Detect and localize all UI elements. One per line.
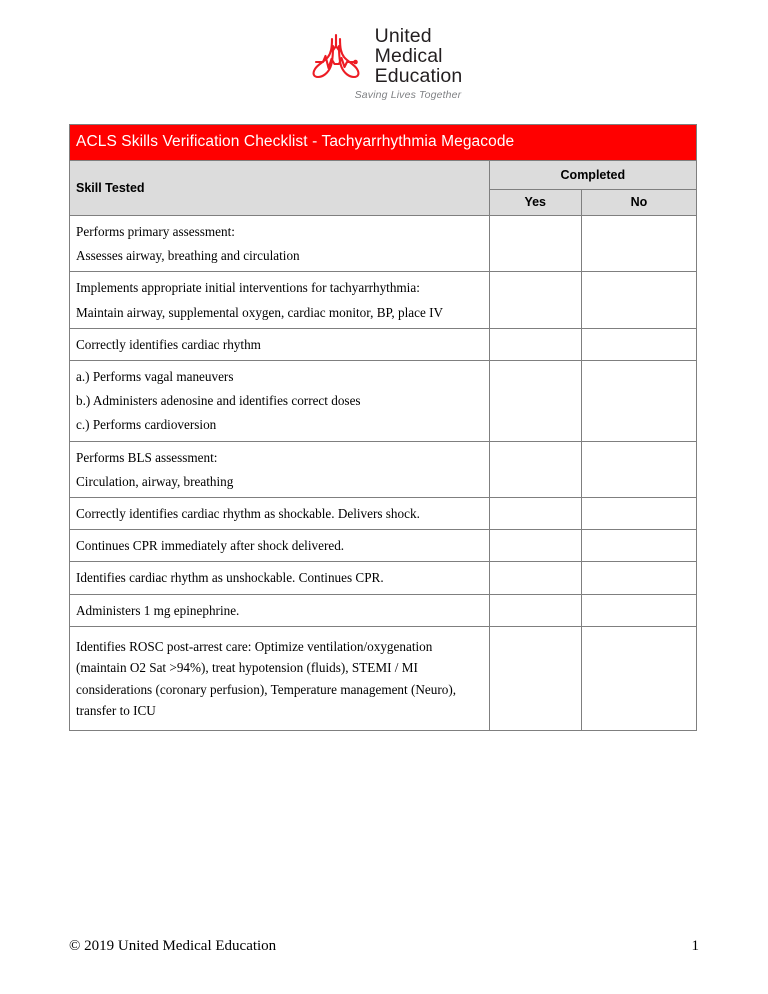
skill-line: Implements appropriate initial interventions for tachyarrhythmia: bbox=[76, 280, 420, 296]
checkbox-cell-no[interactable] bbox=[581, 594, 696, 626]
skill-description-cell bbox=[70, 441, 490, 497]
skill-description-cell bbox=[70, 216, 490, 272]
checkbox-cell-no[interactable] bbox=[581, 328, 696, 360]
checkbox-cell-yes[interactable] bbox=[489, 441, 581, 497]
checkbox-cell-no[interactable] bbox=[581, 562, 696, 594]
logo-wordmark bbox=[375, 26, 463, 86]
skill-description-cell bbox=[70, 626, 490, 731]
table-row bbox=[70, 441, 697, 497]
skill-description-cell bbox=[70, 594, 490, 626]
skill-line: Correctly identifies cardiac rhythm bbox=[76, 336, 261, 352]
logo-word-medical: Medical bbox=[374, 45, 443, 67]
table-row bbox=[70, 626, 697, 731]
logo bbox=[306, 26, 463, 101]
skill-line: c.) Performs cardioversion bbox=[76, 417, 217, 433]
footer-page-number: 1 bbox=[691, 938, 699, 954]
table-row bbox=[70, 272, 697, 328]
skill-line: b.) Administers adenosine and identifies correct doses bbox=[76, 393, 361, 409]
checkbox-cell-yes[interactable] bbox=[489, 626, 581, 731]
lungs-ecg-icon bbox=[306, 31, 366, 81]
table-row bbox=[70, 594, 697, 626]
checkbox-cell-yes[interactable] bbox=[489, 328, 581, 360]
skill-description-cell bbox=[70, 498, 490, 530]
column-header-no: No bbox=[581, 190, 696, 216]
checkbox-cell-no[interactable] bbox=[581, 498, 696, 530]
checkbox-cell-yes[interactable] bbox=[489, 361, 581, 442]
logo-tagline: Saving Lives Together bbox=[354, 89, 462, 101]
skill-description-cell bbox=[70, 361, 490, 442]
skill-line: Circulation, airway, breathing bbox=[76, 473, 234, 489]
skill-description-cell bbox=[70, 272, 490, 328]
table-row bbox=[70, 361, 697, 442]
checkbox-cell-no[interactable] bbox=[581, 441, 696, 497]
table-row bbox=[70, 498, 697, 530]
table-row bbox=[70, 328, 697, 360]
table-row bbox=[70, 216, 697, 272]
skill-line: Performs primary assessment: bbox=[76, 224, 235, 239]
skill-line: Maintain airway, supplemental oxygen, cardiac monitor, BP, place IV bbox=[76, 304, 444, 320]
checkbox-cell-yes[interactable] bbox=[489, 272, 581, 328]
checkbox-cell-no[interactable] bbox=[581, 272, 696, 328]
checkbox-cell-yes[interactable] bbox=[489, 216, 581, 272]
checkbox-cell-no[interactable] bbox=[581, 361, 696, 442]
skill-line: Correctly identifies cardiac rhythm as shockable. Delivers shock. bbox=[76, 506, 420, 522]
skill-line: a.) Performs vagal maneuvers bbox=[76, 369, 234, 385]
page-footer bbox=[69, 938, 699, 955]
checkbox-cell-no[interactable] bbox=[581, 626, 696, 731]
logo-word-united: United bbox=[374, 25, 432, 47]
skill-line: Identifies ROSC post-arrest care: Optimize ventilation/oxygenation (maintain O2 Sat >94%), treat hypotension (fluids), STEMI / MI considerations (coronary perfusion), Temperature management (Neuro), transfer to ICU bbox=[76, 638, 457, 718]
header-row-top bbox=[70, 161, 697, 190]
title-row bbox=[70, 125, 697, 161]
skill-line: Administers 1 mg epinephrine. bbox=[76, 602, 240, 618]
checkbox-cell-yes[interactable] bbox=[489, 594, 581, 626]
checkbox-cell-no[interactable] bbox=[581, 216, 696, 272]
logo-word-education: Education bbox=[374, 65, 463, 87]
skill-description-cell bbox=[70, 530, 490, 562]
skill-line: Assesses airway, breathing and circulation bbox=[76, 248, 300, 264]
checklist-sheet bbox=[69, 124, 697, 731]
skill-line: Continues CPR immediately after shock delivered. bbox=[76, 538, 345, 554]
table-body bbox=[70, 216, 697, 731]
logo-row bbox=[306, 26, 463, 86]
checkbox-cell-yes[interactable] bbox=[489, 562, 581, 594]
skill-line: Performs BLS assessment: bbox=[76, 449, 218, 465]
column-header-completed: Completed bbox=[489, 161, 696, 190]
column-header-skill-tested: Skill Tested bbox=[70, 161, 490, 216]
table-row bbox=[70, 562, 697, 594]
page-title: ACLS Skills Verification Checklist - Tachyarrhythmia Megacode bbox=[70, 125, 697, 161]
checkbox-cell-no[interactable] bbox=[581, 530, 696, 562]
table-row bbox=[70, 530, 697, 562]
checklist-table bbox=[69, 124, 697, 731]
checkbox-cell-yes[interactable] bbox=[489, 498, 581, 530]
masthead bbox=[0, 0, 768, 101]
checkbox-cell-yes[interactable] bbox=[489, 530, 581, 562]
column-header-yes: Yes bbox=[489, 190, 581, 216]
skill-line: Identifies cardiac rhythm as unshockable. Continues CPR. bbox=[76, 570, 384, 586]
table-head bbox=[70, 125, 697, 216]
footer-copyright: © 2019 United Medical Education bbox=[69, 938, 277, 954]
skill-description-cell bbox=[70, 562, 490, 594]
skill-description-cell bbox=[70, 328, 490, 360]
